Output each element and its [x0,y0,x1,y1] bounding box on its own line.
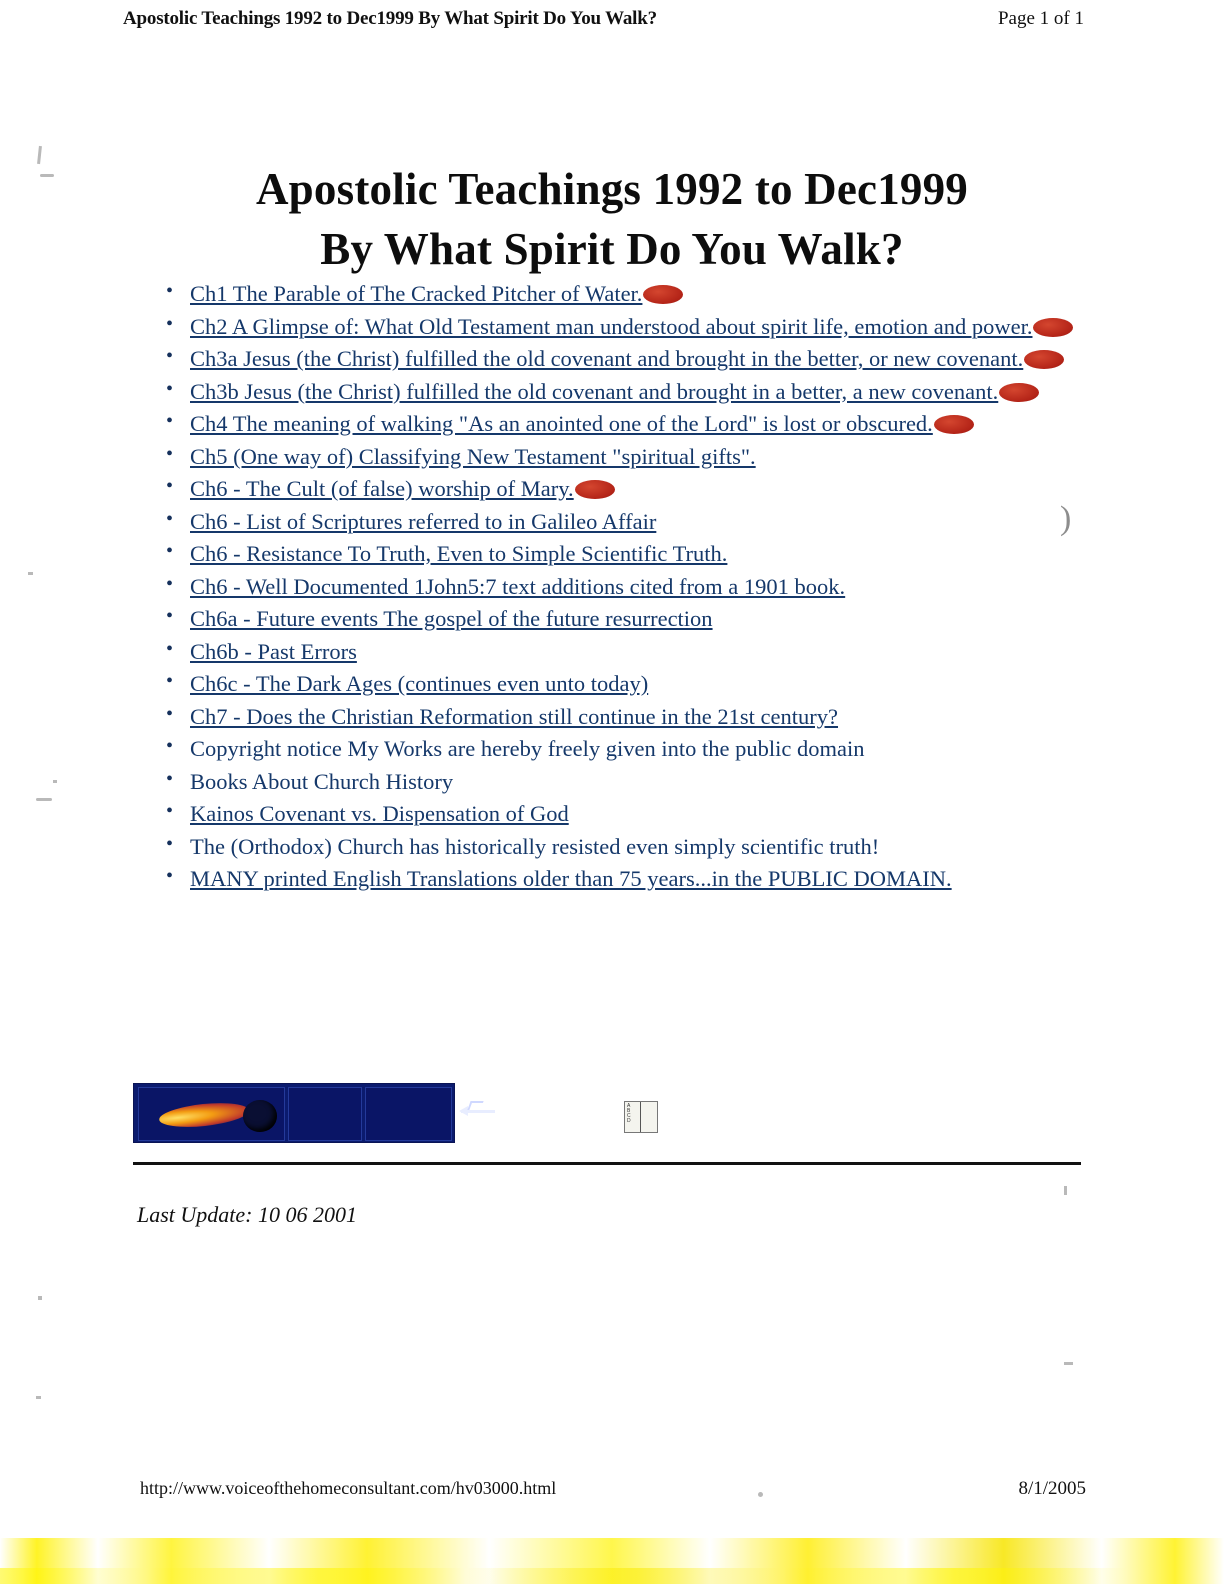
list-item[interactable] [188,408,1118,440]
list-item-label[interactable]: Ch6a - Future events The gospel of the future resurrection [190,606,713,631]
list-item[interactable] [188,278,1118,310]
list-item-label[interactable]: Ch6 - The Cult (of false) worship of Mary. [190,476,574,501]
list-item[interactable] [188,733,1118,765]
scan-edge-artifact [0,1538,1224,1584]
print-page-header [0,8,1224,38]
list-item[interactable] [188,798,1118,830]
list-item-label[interactable]: Books About Church History [190,768,454,794]
list-item[interactable] [188,441,1118,473]
list-item-label[interactable]: Ch3b Jesus (the Christ) fulfilled the old covenant and brought in a better, a new covenant. [190,378,999,404]
list-item-label[interactable]: Ch1 The Parable of The Cracked Pitcher of Water. [190,281,643,306]
list-item-label[interactable]: Ch4 The meaning of walking "As an anointed one of the Lord" is lost or obscured. [190,411,933,436]
print-header-page-indicator: Page 1 of 1 [997,8,1084,29]
list-item[interactable] [188,831,1118,863]
new-marker-icon [1024,350,1064,369]
list-item-label[interactable]: Ch6 - Resistance To Truth, Even to Simple Scientific Truth. [190,541,728,566]
list-item-label[interactable]: Ch5 (One way of) Classifying New Testament "spiritual gifts". [190,443,756,469]
scan-speck [40,174,54,177]
scan-speck [28,572,33,575]
list-item[interactable] [188,311,1118,343]
scan-speck [36,798,52,801]
book-icon-glyphs: A B C D [627,1103,631,1124]
scan-artifact-mark: ) [1060,500,1072,537]
list-item-label[interactable]: Ch3a Jesus (the Christ) fulfilled the old covenant and brought in the better, or new covenant. [190,346,1024,371]
scan-speck [36,1396,41,1399]
list-item[interactable] [188,538,1118,570]
list-item-label[interactable]: Ch6 - List of Scriptures referred to in Galileo Affair [190,508,657,534]
list-item[interactable] [188,376,1118,408]
list-item[interactable] [188,571,1118,603]
new-marker-icon [934,415,974,434]
page-title-line-1: Apostolic Teachings 1992 to Dec1999 [255,164,968,215]
list-item-label[interactable]: MANY printed English Translations older than 75 years...in the PUBLIC DOMAIN. [190,866,952,891]
scan-speck [1064,1362,1073,1365]
banner-cell-comet[interactable] [138,1087,285,1141]
planet-icon [243,1100,277,1132]
list-item-label[interactable]: Ch6b - Past Errors [190,638,357,664]
list-item-label[interactable]: Ch6 - Well Documented 1John5:7 text additions cited from a 1901 book. [190,573,846,599]
list-item[interactable] [188,506,1118,538]
list-item[interactable] [188,863,1118,895]
list-item[interactable] [188,636,1118,668]
back-arrow-icon [461,1110,495,1113]
list-item-label[interactable]: Ch7 - Does the Christian Reformation still continue in the 21st century? [190,703,839,729]
print-page-footer [0,1478,1224,1506]
scan-speck [1064,1186,1067,1195]
list-item[interactable] [188,701,1118,733]
page-title [0,160,1224,279]
last-update-text: Last Update: 10 06 2001 [137,1202,357,1227]
print-header-title: Apostolic Teachings 1992 to Dec1999 By What Spirit Do You Walk? [123,8,657,29]
navigation-banner-image[interactable] [133,1083,631,1143]
horizontal-divider [133,1162,1081,1165]
comet-icon [158,1099,250,1130]
banner-cell-book[interactable] [365,1087,631,1141]
list-item[interactable] [188,473,1118,505]
banner-cell-back[interactable] [288,1087,362,1141]
print-footer-date: 8/1/2005 [1018,1478,1086,1499]
list-item[interactable] [188,343,1118,375]
list-item[interactable] [188,766,1118,798]
list-item[interactable] [188,603,1118,635]
list-item-label[interactable]: Copyright notice My Works are hereby freely given into the public domain [190,736,865,761]
scan-speck [53,780,57,783]
list-item-label[interactable]: Kainos Covenant vs. Dispensation of God [190,801,569,826]
new-marker-icon [575,480,615,499]
list-item-label[interactable]: Ch6c - The Dark Ages (continues even unto today) [190,671,649,696]
page-title-line-2: By What Spirit Do You Walk? [320,223,904,274]
new-marker-icon [1033,318,1073,337]
scan-speck [38,1296,42,1300]
scan-speck [758,1492,763,1497]
list-item[interactable] [188,668,1118,700]
scan-edge-artifact-strip [0,1568,1224,1584]
list-item-label[interactable]: Ch2 A Glimpse of: What Old Testament man understood about spirit life, emotion and power. [190,313,1033,339]
list-item-label[interactable]: The (Orthodox) Church has historically resisted even simply scientific truth! [190,833,880,859]
new-marker-icon [643,285,683,304]
chapter-link-list [160,278,1118,896]
new-marker-icon [999,383,1039,402]
print-footer-url: http://www.voiceofthehomeconsultant.com/hv03000.html [140,1478,557,1498]
book-icon [624,1101,658,1133]
